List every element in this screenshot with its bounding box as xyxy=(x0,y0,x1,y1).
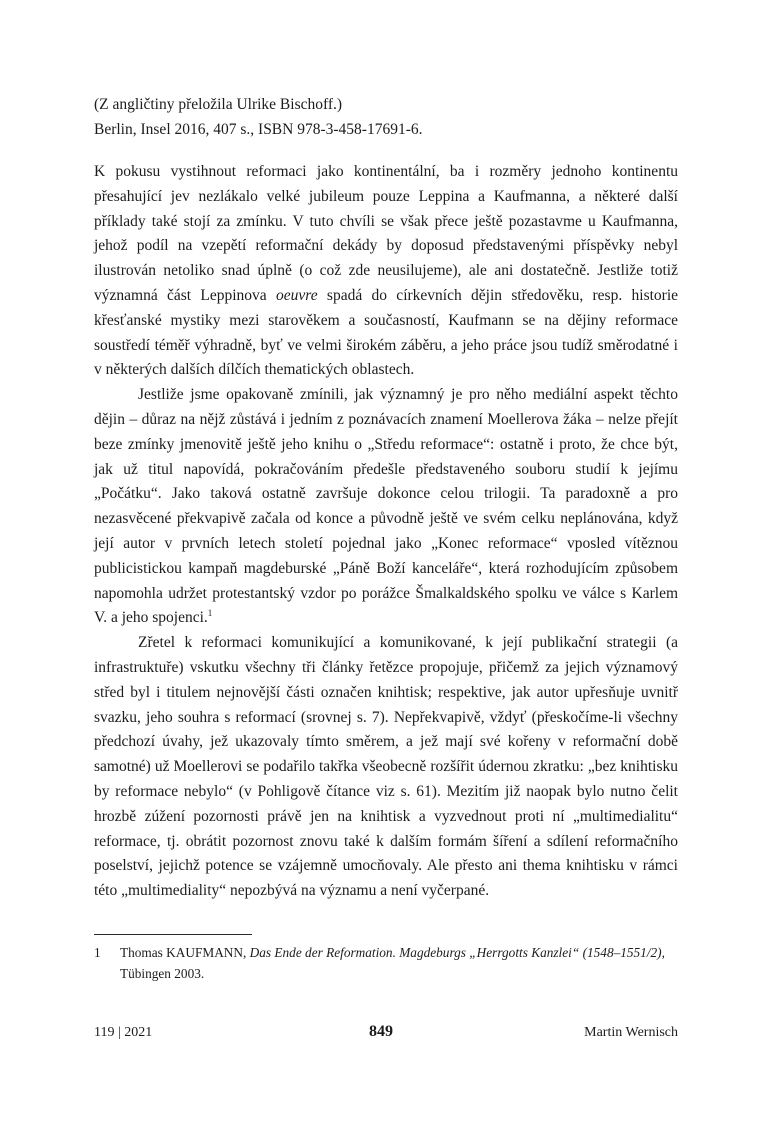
bibliographic-entry xyxy=(94,92,684,142)
paragraph-1-text-b: spadá do církevních dějin středověku, resp. historie křesťanské mystiky mezi starověkem a současností, Kaufmann se na dějiny reformace soustředí téměř výhradně, byť ve velmi širokém záběru, a jeho práce jsou tudíž směrodatné i v některých dalších dílčích thematických oblastech. xyxy=(94,286,679,379)
paragraph-1 xyxy=(94,160,678,383)
footnote xyxy=(94,942,678,984)
footnote-author: Thomas KAUFMANN, xyxy=(120,945,250,960)
footnote-number: 1 xyxy=(94,945,101,960)
footnote-imprint: , Tübingen 2003. xyxy=(120,945,665,981)
publication-details: Berlin, Insel 2016, 407 s., ISBN 978-3-458-17691-6. xyxy=(94,121,423,138)
page-number: 849 xyxy=(369,1023,393,1040)
italic-term-oeuvre: oeuvre xyxy=(276,286,318,304)
footnote-separator xyxy=(94,934,252,935)
running-author: Martin Wernisch xyxy=(584,1025,678,1040)
paragraph-2-text: Jestliže jsme opakovaně zmínili, jak významný je pro něho mediální aspekt těchto dějin – důraz na nějž zůstává i jedním z poznávacích znamení Moellerova žáka – nelze přejít beze zmínky jmenovitě ještě jeho knihu o „Středu reformace“: ostatně i proto, že chce být, jak už titul napovídá, pokračováním předešle představeného souboru studií k jejímu „Počátku“. Jako taková ostatně završuje dokonce celou trilogii. Ta paradoxně a pro nezasvěcené překvapivě začala od konce a původně ještě ve svém celku neplánována, když její autor v prvních letech století pojednal jako „Konec reformace“ vposled vítěznou publicistickou kampaň magdeburské „Páně Boží kanceláře“, která rozhodujícím způsobem napomohla udržet protestantský vzdor po porážce Šmalkaldského spolku ve válce s Karlem V. a jeho spojenci. xyxy=(94,386,678,627)
body-text xyxy=(94,160,678,904)
translator-note: (Z angličtiny přeložila Ulrike Bischoff.) xyxy=(94,96,343,113)
paragraph-3: Zřetel k reformaci komunikující a komunikované, k její publikační strategii (a infrastruktuře) vskutku všechny tři články řetězce propojuje, přičemž za jejich významový střed byl i titulem nejnovější části označen knihtisk; respektive, jak autor upřesňuje uvnitř svazku, jeho souhra s reformací (srovnej s. 7). Nepřekvapivě, vždyť (přeskočíme-li všechny předchozí úvahy, jež ukazovaly tímto směrem, a jež mají své kořeny v reformační době samotné) už Moellerovi se podařilo takřka všeobecně rozšířit údernou zkratku: „bez knihtisku by reformace nebylo“ (v Pohligově čítance viz s. 61). Mezitím již naopak bylo nutno čelit hrozbě zúžení pozornosti právě jen na knihtisk a vyzvednout proti ní „multimedialitu“ reformace, tj. obrátit pozornost znovu také k dalším formám šíření a sdílení reformačního poselství, jejichž potence se vzájemně umocňovaly. Ale přesto ani thema knihtisku v rámci této „multimediality“ nepozbývá na významu a není vyčerpané. xyxy=(94,634,678,900)
paragraph-1-text-a: K pokusu vystihnout reformaci jako kontinentální, ba i rozměry jednoho kontinentu přesahující jev nezlákalo velké jubileum pouze Leppina a Kaufmanna, a některé další příklady také stojí za zmínku. V tuto chvíli se však přece ještě pozastavme u Kaufmanna, jehož podíl na vzepětí reformační dekády by doposud představenými příspěvky nebyl ilustrován netoliko snad úplně (o což zde neusilujeme), ale ani dostatečně. Jestliže totiž významná část Leppinova xyxy=(94,163,678,304)
journal-issue: 119 | 2021 xyxy=(94,1025,153,1040)
footnote-text xyxy=(120,942,678,984)
footnote-reference[interactable]: 1 xyxy=(207,608,213,619)
footnote-title: Das Ende der Reformation. Magdeburgs „Herrgotts Kanzlei“ (1548–1551/2) xyxy=(249,945,662,960)
paragraph-2 xyxy=(94,383,678,631)
